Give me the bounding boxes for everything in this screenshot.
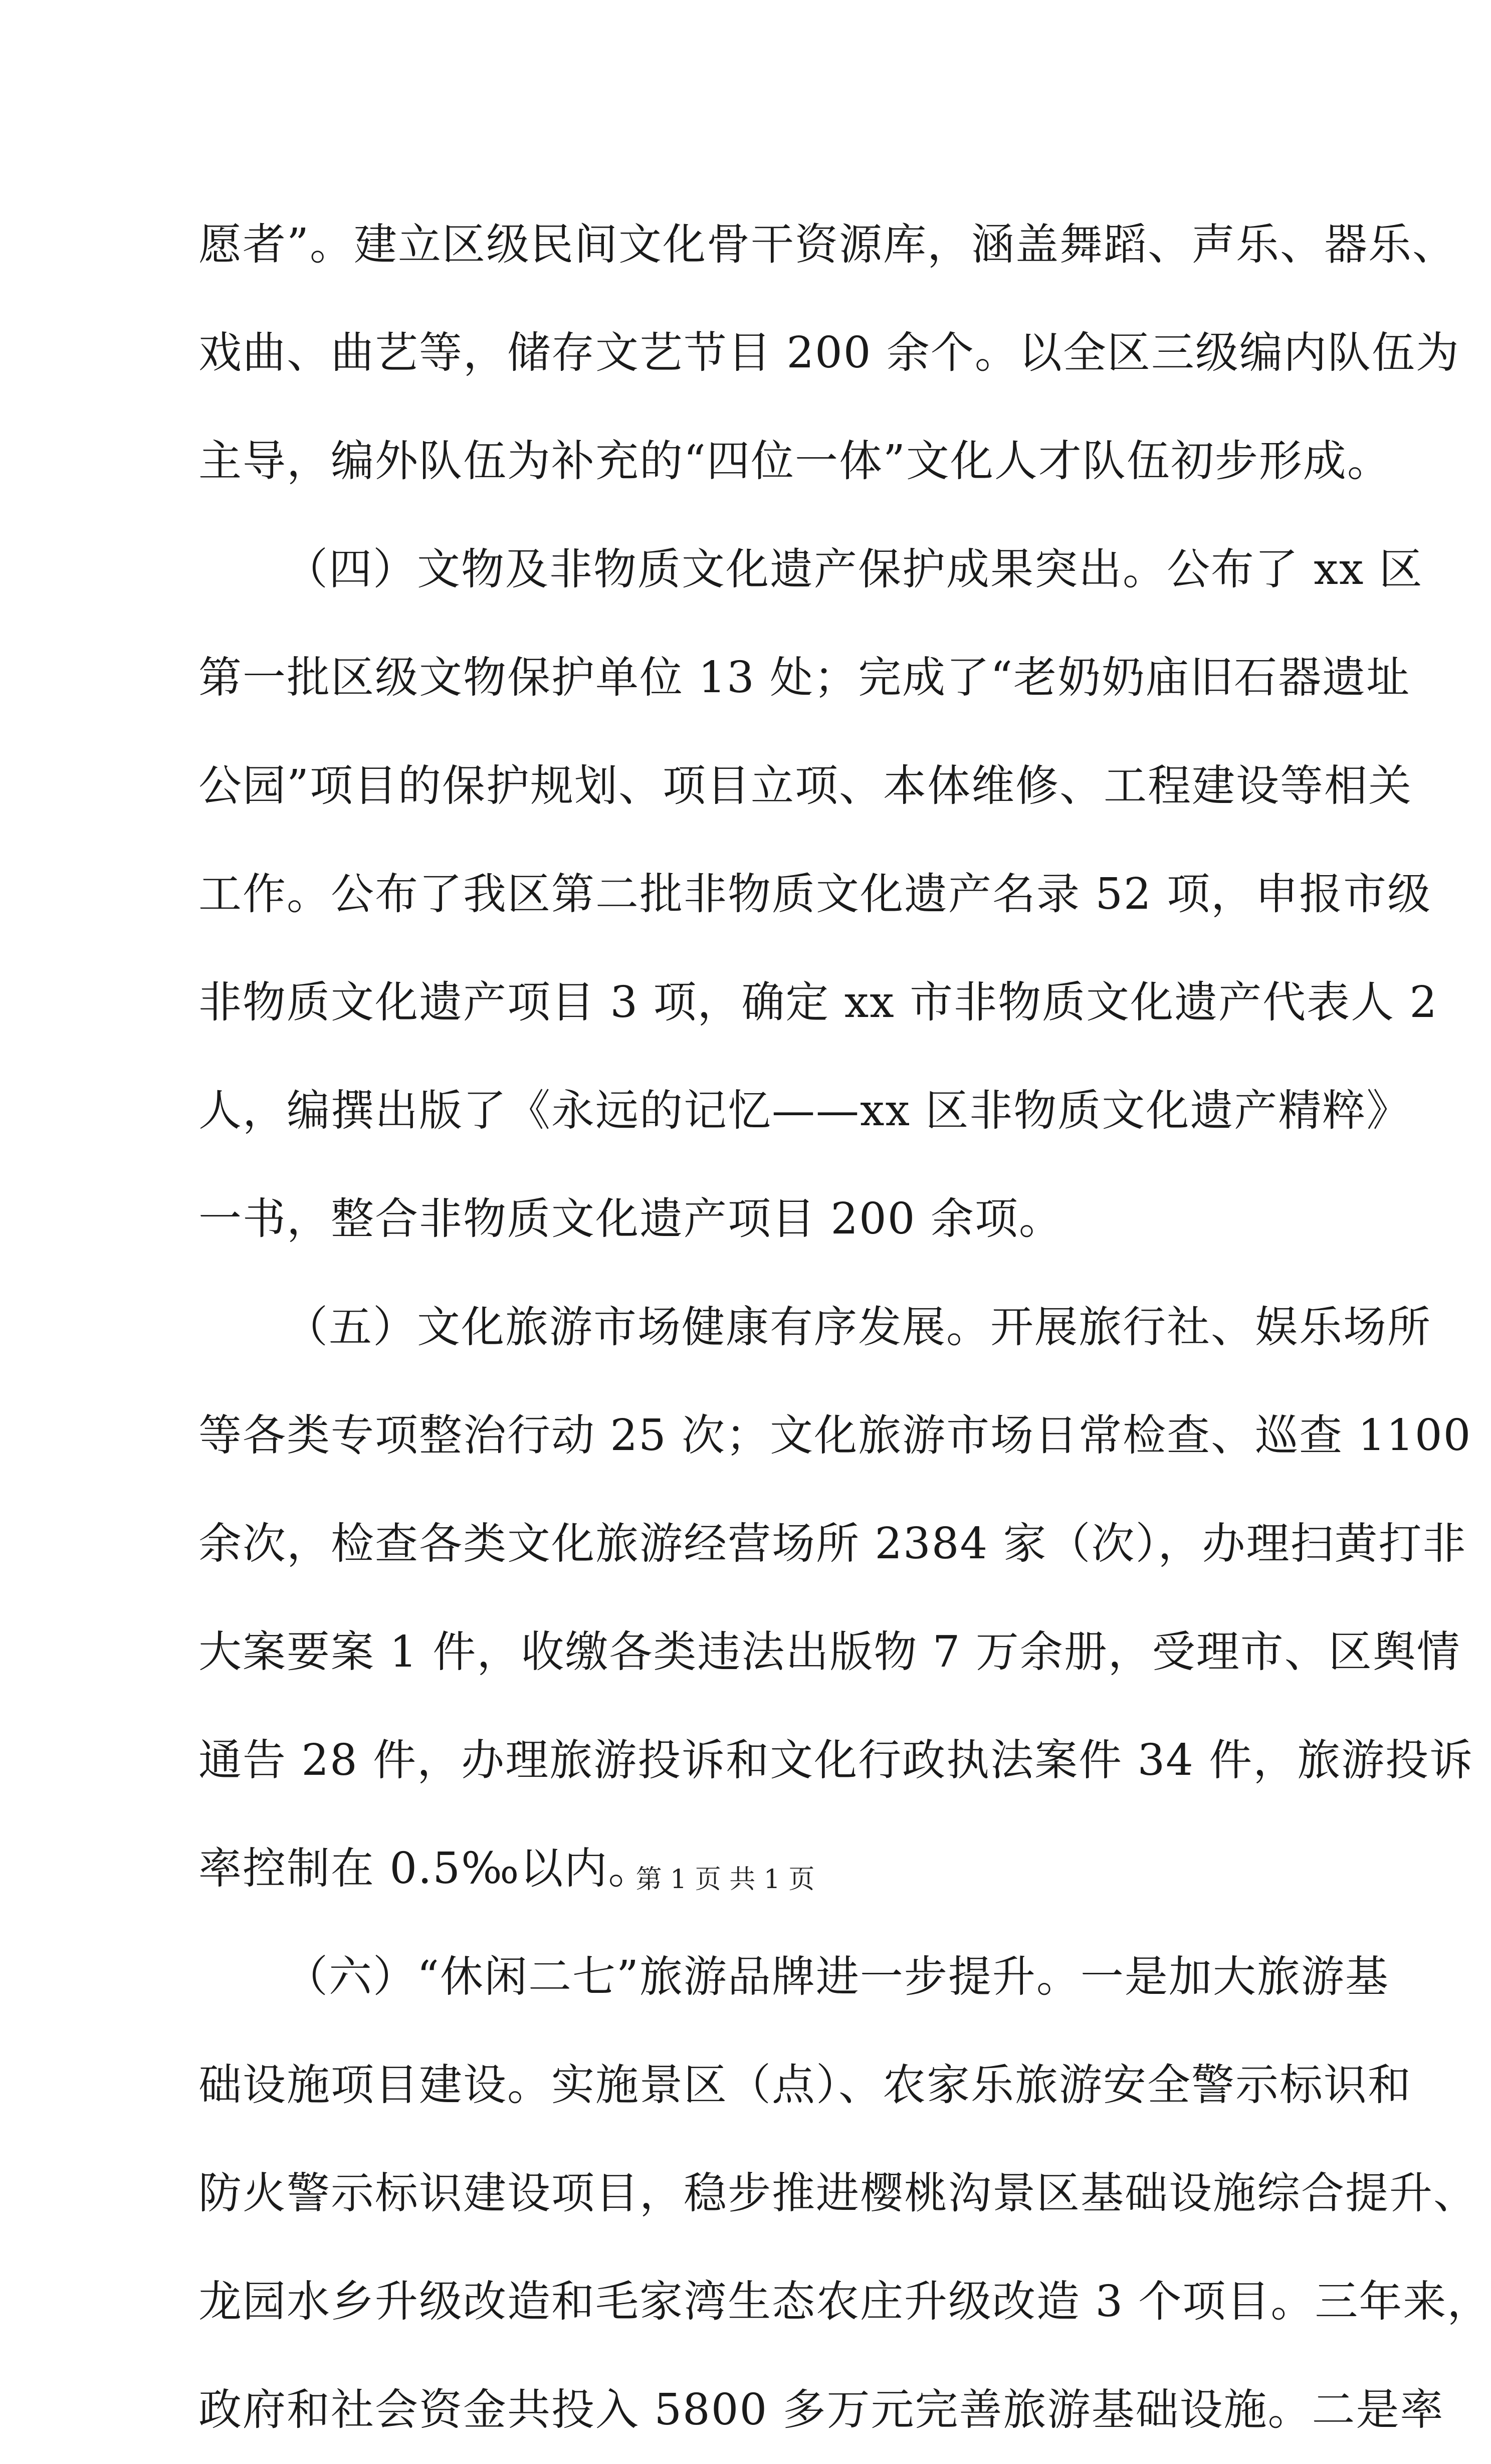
page-footer: 第 1 页 共 1 页 — [635, 1865, 815, 1895]
document-body — [198, 190, 1491, 2464]
section-heading-line: （五）文化旅游市场健康有序发展。开展旅行社、娱乐场所 — [285, 1302, 1431, 1352]
section-heading-line: （六）“休闲二七”旅游品牌进一步提升。一是加大旅游基 — [285, 1952, 1389, 2002]
text-line: 第一批区级文物保护单位 13 处；完成了“老奶奶庙旧石器遗址 — [198, 653, 1411, 703]
text-line: 主导，编外队伍为补充的“四位一体”文化人才队伍初步形成。 — [198, 436, 1391, 486]
text-line: 龙园水乡升级改造和毛家湾生态农庄升级改造 3 个项目。三年来， — [198, 2277, 1491, 2327]
text-line: 工作。公布了我区第二批非物质文化遗产名录 52 项，申报市级 — [198, 869, 1432, 919]
text-line: 础设施项目建设。实施景区（点）、农家乐旅游安全警示标识和 — [198, 2060, 1412, 2110]
text-line: 戏曲、曲艺等，储存文艺节目 200 余个。以全区三级编内队伍为 — [198, 328, 1460, 378]
text-line: 通告 28 件，办理旅游投诉和文化行政执法案件 34 件，旅游投诉 — [198, 1735, 1474, 1785]
text-line: 公园”项目的保护规划、项目立项、本体维修、工程建设等相关 — [198, 761, 1412, 811]
text-line: 大案要案 1 件，收缴各类违法出版物 7 万余册，受理市、区舆情 — [198, 1627, 1461, 1677]
text-line: 等各类专项整治行动 25 次；文化旅游市场日常检查、巡查 1100 — [198, 1410, 1472, 1461]
text-line: 政府和社会资金共投入 5800 多万元完善旅游基础设施。二是率 — [198, 2385, 1444, 2435]
text-line: 防火警示标识建设项目，稳步推进樱桃沟景区基础设施综合提升、 — [198, 2168, 1477, 2218]
text-line: 人，编撰出版了《永远的记忆——xx 区非物质文化遗产精粹》 — [198, 1086, 1411, 1136]
text-line: 一书，整合非物质文化遗产项目 200 余项。 — [198, 1194, 1063, 1244]
text-line: 非物质文化遗产项目 3 项，确定 xx 市非物质文化遗产代表人 2 — [198, 977, 1438, 1028]
section-heading-line: （四）文物及非物质文化遗产保护成果突出。公布了 xx 区 — [285, 544, 1423, 594]
text-line: 余次，检查各类文化旅游经营场所 2384 家（次），办理扫黄打非 — [198, 1519, 1467, 1569]
text-line: 愿者”。建立区级民间文化骨干资源库，涵盖舞蹈、声乐、器乐、 — [198, 220, 1456, 270]
text-line: 率控制在 0.5‰以内。 — [198, 1843, 653, 1894]
